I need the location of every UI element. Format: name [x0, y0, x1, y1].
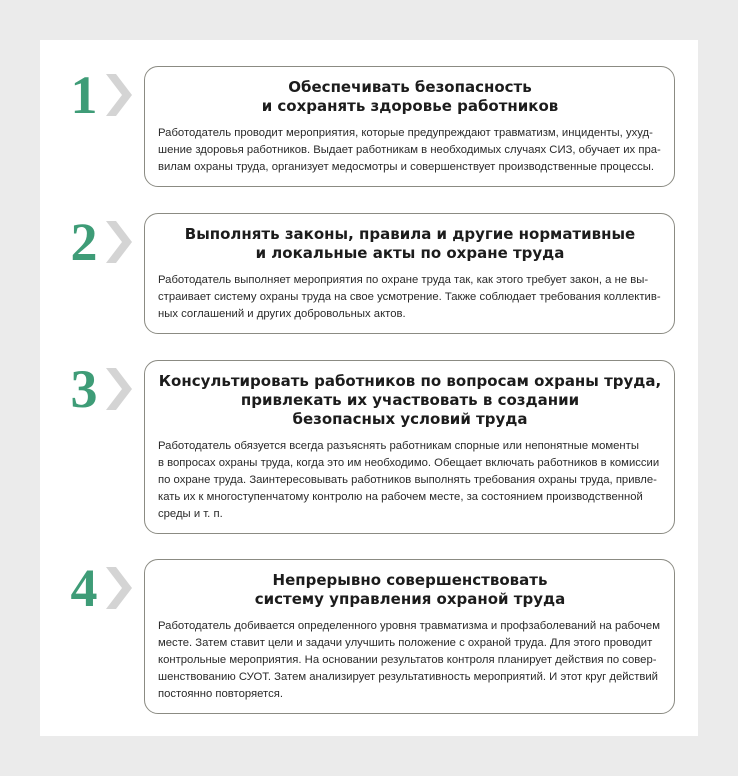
body-line: Работодатель обязуется всегда разъяснять работникам спорные или непонятные моменты: [158, 440, 639, 452]
title-line: Консультировать работников по вопросам охраны труда,: [158, 372, 662, 390]
step-description: [158, 125, 662, 176]
chevron-right-icon: [106, 221, 132, 263]
title-line: Непрерывно совершенствовать: [272, 571, 548, 589]
chevron-right-icon: [106, 74, 132, 116]
body-line: кать их к многоступенчатому контролю на рабочем месте, за состоянием производственной: [158, 491, 643, 503]
step-card: [144, 360, 675, 534]
title-line: безопасных условий труда: [292, 410, 528, 428]
title-line: Обеспечивать безопасность: [288, 78, 532, 96]
body-line: страивает систему охраны труда на свое усмотрение. Также соблюдает требования коллектив-: [158, 291, 661, 303]
title-line: и сохранять здоровье работников: [261, 97, 559, 115]
body-line: шенствованию СУОТ. Затем анализирует результативность мероприятий. И этот круг действий: [158, 671, 658, 683]
step-title: [158, 571, 662, 609]
step-title: [158, 78, 662, 116]
step-card: [144, 213, 675, 334]
body-line: постоянно повторяется.: [158, 688, 284, 700]
body-line: шение здоровья работников. Выдает работникам в необходимых случаях СИЗ, обучает их пра-: [158, 144, 661, 156]
title-line: систему управления охраной труда: [254, 590, 566, 608]
body-line: Работодатель выполняет мероприятия по охране труда так, как этого требует закон, а не вы-: [158, 274, 649, 286]
step-card: [144, 559, 675, 714]
step-card: [144, 66, 675, 187]
body-line: Работодатель добивается определенного уровня травматизма и профзаболеваний на рабочем: [158, 620, 660, 632]
step-number: 2: [70, 212, 98, 272]
step-title: [158, 372, 662, 429]
body-line: среды и т. п.: [158, 508, 223, 520]
body-line: вилам охраны труда, организует медосмотры и совершенствует производственные процессы.: [158, 161, 655, 173]
step-description: [158, 272, 662, 323]
principles-sheet: [40, 40, 698, 736]
step-number: 4: [70, 558, 98, 618]
body-line: по охране труда. Заинтересовывать работников выполнять требования охраны труда, привле-: [158, 474, 657, 486]
title-line: Выполнять законы, правила и другие нормативные: [184, 225, 636, 243]
chevron-right-icon: [106, 368, 132, 410]
body-line: в вопросах охраны труда, когда это им необходимо. Обещает включать работников в комиссии: [158, 457, 660, 469]
body-line: контрольные мероприятия. На основании результатов контроля планирует действия по совер-: [158, 654, 657, 666]
step-title: [158, 225, 662, 263]
step-description: [158, 618, 662, 703]
chevron-right-icon: [106, 567, 132, 609]
body-line: Работодатель проводит мероприятия, которые предупреждают травматизм, инциденты, ухуд-: [158, 127, 653, 139]
body-line: ных соглашений и других добровольных актов.: [158, 308, 406, 320]
step-number: 1: [70, 65, 98, 125]
title-line: привлекать их участвовать в создании: [240, 391, 580, 409]
body-line: месте. Затем ставит цели и задачи улучшить положение с охраной труда. Для этого проводит: [158, 637, 653, 649]
title-line: и локальные акты по охране труда: [255, 244, 565, 262]
step-description: [158, 438, 662, 523]
step-number: 3: [70, 359, 98, 419]
